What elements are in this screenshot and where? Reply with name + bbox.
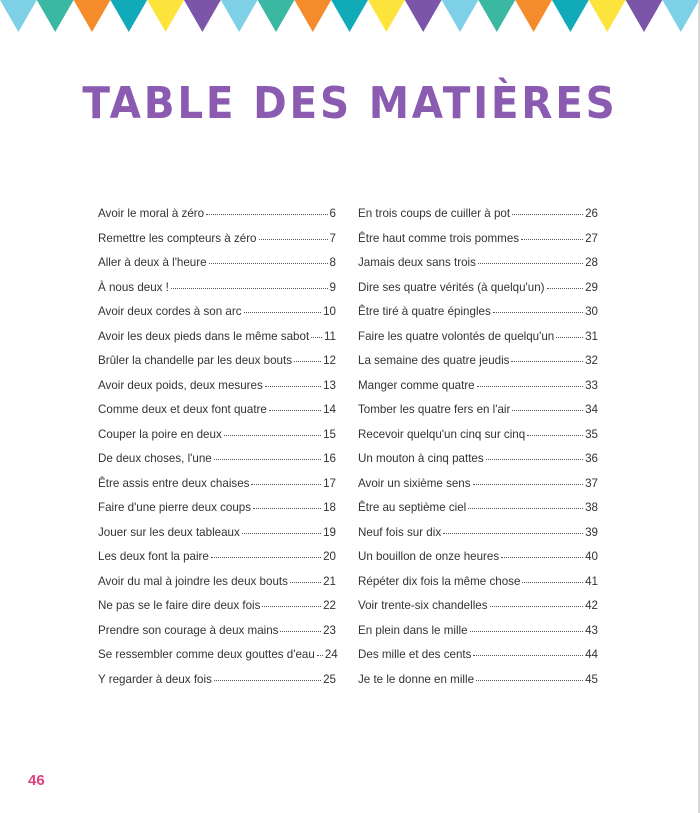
dot-leader	[493, 312, 583, 313]
page-number: 46	[28, 772, 45, 789]
toc-entry-page: 19	[323, 525, 336, 539]
pennant-flag	[184, 0, 221, 32]
dot-leader	[214, 680, 321, 681]
toc-entry-title: Un bouillon de onze heures	[358, 550, 500, 563]
pennant-flag	[589, 0, 626, 32]
toc-entry-title: En plein dans le mille	[358, 623, 468, 637]
toc-entry	[358, 354, 598, 379]
toc-entry-page: 40	[585, 550, 598, 563]
dot-leader	[512, 214, 583, 215]
toc-entry	[98, 354, 336, 379]
dot-leader	[171, 288, 328, 289]
toc-entry-title: Un mouton à cinq pattes	[358, 452, 484, 465]
dot-leader	[311, 337, 322, 338]
dot-leader	[262, 606, 321, 607]
toc-entry-title: Avoir les deux pieds dans le même sabot	[98, 329, 310, 343]
toc-entry-title: Dire ses quatre vérités (à quelqu'un)	[358, 280, 545, 294]
toc-entry-page: 38	[585, 501, 598, 514]
toc-entry-page: 32	[585, 354, 598, 367]
dot-leader	[265, 386, 321, 387]
toc-entry-title: Comme deux et deux font quatre	[98, 403, 267, 416]
toc-entry	[358, 305, 598, 330]
dot-leader	[224, 435, 321, 436]
toc-entry-title: Avoir deux cordes à son arc	[98, 305, 242, 318]
toc-entry	[98, 403, 336, 428]
toc-entry-page: 18	[323, 501, 336, 514]
pennant-flag	[74, 0, 111, 32]
toc-entry	[98, 281, 336, 306]
pennant-flag	[405, 0, 442, 32]
toc-entry-page: 9	[329, 280, 336, 294]
toc-entry	[358, 232, 598, 257]
pennant-flag	[221, 0, 258, 32]
toc-entry	[98, 256, 336, 281]
dot-leader	[211, 557, 321, 558]
toc-entry-title: Faire d'une pierre deux coups	[98, 501, 252, 514]
toc-entry-page: 34	[585, 403, 598, 416]
dot-leader	[486, 459, 583, 460]
pennant-flag	[258, 0, 295, 32]
toc-entry-title: À nous deux !	[98, 280, 169, 294]
toc-entry	[98, 477, 336, 502]
toc-entry	[358, 207, 598, 232]
toc-entry-title: Les deux font la paire	[98, 550, 209, 563]
pennant-flag	[478, 0, 515, 32]
toc-entry-title: Tomber les quatre fers en l'air	[358, 403, 511, 416]
dot-leader	[214, 459, 321, 460]
toc-entry-title: Je te le donne en mille	[358, 672, 475, 686]
pennant-flag	[147, 0, 184, 32]
dot-leader	[290, 582, 321, 583]
toc-entry	[358, 648, 598, 673]
toc-entry-page: 20	[323, 550, 336, 563]
toc-entry-title: Ne pas se le faire dire deux fois	[98, 599, 261, 612]
toc-entry-title: Avoir du mal à joindre les deux bouts	[98, 574, 288, 588]
dot-leader	[547, 288, 584, 289]
dot-leader	[490, 606, 584, 607]
toc-entry-page: 35	[585, 427, 598, 441]
toc-entry-title: Manger comme quatre	[358, 378, 475, 392]
toc-entry-title: Neuf fois sur dix	[358, 525, 442, 539]
toc-entry-page: 26	[585, 207, 598, 220]
toc-entry	[358, 575, 598, 600]
toc-entry	[358, 452, 598, 477]
dot-leader	[522, 582, 583, 583]
pennant-flag	[662, 0, 699, 32]
toc-entry-title: Répéter dix fois la même chose	[358, 574, 521, 588]
dot-leader	[470, 631, 584, 632]
toc-entry	[98, 599, 336, 624]
toc-entry	[98, 526, 336, 551]
toc-entry-title: Être au septième ciel	[358, 501, 467, 514]
dot-leader	[206, 214, 327, 215]
toc-entry-page: 6	[329, 207, 336, 220]
toc-entry-page: 11	[323, 329, 336, 343]
pennant-flag	[442, 0, 479, 32]
toc-entry	[98, 550, 336, 575]
toc-entry-title: Jouer sur les deux tableaux	[98, 525, 240, 539]
dot-leader	[251, 484, 321, 485]
dot-leader	[512, 410, 583, 411]
toc-entry-page: 41	[585, 574, 598, 588]
dot-leader	[443, 533, 583, 534]
toc-entry	[358, 599, 598, 624]
toc-entry-page: 29	[585, 280, 598, 294]
toc-entry-title: Faire les quatre volontés de quelqu'un	[358, 329, 555, 343]
toc-left-column	[98, 207, 336, 697]
toc-entry-page: 33	[585, 378, 598, 392]
dot-leader	[468, 508, 583, 509]
toc-entry	[358, 673, 598, 698]
toc-entry-page: 25	[323, 672, 336, 686]
toc-entry-title: Prendre son courage à deux mains	[98, 623, 279, 637]
toc-entry-page: 44	[585, 648, 598, 661]
toc-entry	[358, 403, 598, 428]
dot-leader	[269, 410, 321, 411]
toc-entry	[98, 330, 336, 355]
toc-entry-page: 43	[585, 623, 598, 637]
toc-entry	[98, 575, 336, 600]
toc-entry-title: Jamais deux sans trois	[358, 256, 476, 269]
toc-entry-page: 12	[323, 354, 336, 367]
dot-leader	[478, 263, 583, 264]
toc-entry-title: Être assis entre deux chaises	[98, 476, 250, 490]
toc-entry-title: Avoir le moral à zéro	[98, 207, 205, 220]
toc-entry	[98, 624, 336, 649]
toc-entry-title: La semaine des quatre jeudis	[358, 354, 510, 367]
dot-leader	[501, 557, 583, 558]
toc-entry	[358, 428, 598, 453]
bunting-decoration	[0, 0, 700, 34]
toc-entry	[358, 550, 598, 575]
toc-entry-page: 23	[323, 623, 336, 637]
toc-entry-page: 22	[323, 599, 336, 612]
toc-entry-title: Des mille et des cents	[358, 648, 472, 661]
toc-entry-page: 16	[323, 452, 336, 465]
toc-entry-page: 8	[329, 256, 336, 269]
toc-entry	[98, 379, 336, 404]
dot-leader	[511, 361, 583, 362]
toc-entry	[358, 477, 598, 502]
toc-entry-page: 14	[323, 403, 336, 416]
toc-entry	[98, 207, 336, 232]
toc-entry-page: 10	[323, 305, 336, 318]
toc-entry-title: Couper la poire en deux	[98, 427, 222, 441]
toc-entry-page: 45	[585, 672, 598, 686]
toc-entry-page: 13	[323, 378, 336, 392]
pennant-flag	[37, 0, 74, 32]
dot-leader	[527, 435, 583, 436]
toc-entry-page: 17	[323, 476, 336, 490]
dot-leader	[209, 263, 328, 264]
toc-entry-page: 28	[585, 256, 598, 269]
dot-leader	[473, 484, 584, 485]
toc-entry-title: Avoir deux poids, deux mesures	[98, 378, 263, 392]
toc-entry-title: Avoir un sixième sens	[358, 476, 471, 490]
toc-right-column	[358, 207, 598, 697]
toc-entry-page: 21	[323, 574, 336, 588]
toc-entry-title: Recevoir quelqu'un cinq sur cinq	[358, 427, 526, 441]
toc-entry-title: Se ressembler comme deux gouttes d'eau	[98, 648, 315, 661]
toc-entry-page: 30	[585, 305, 598, 318]
toc-entry-title: Être tiré à quatre épingles	[358, 305, 491, 318]
toc-entry	[358, 330, 598, 355]
toc-entry	[98, 673, 336, 698]
toc-entry	[358, 501, 598, 526]
dot-leader	[280, 631, 321, 632]
toc-entry-page: 27	[585, 231, 598, 245]
dot-leader	[476, 680, 583, 681]
pennant-flag	[331, 0, 368, 32]
toc-entry	[358, 624, 598, 649]
dot-leader	[473, 655, 583, 656]
pennant-flag	[294, 0, 331, 32]
pennant-flag	[515, 0, 552, 32]
toc-entry	[98, 232, 336, 257]
toc-entry-title: En trois coups de cuiller à pot	[358, 207, 511, 220]
dot-leader	[259, 239, 328, 240]
toc-entry	[98, 452, 336, 477]
dot-leader	[242, 533, 321, 534]
toc-entry-page: 42	[585, 599, 598, 612]
pennant-flag	[110, 0, 147, 32]
pennant-flag	[368, 0, 405, 32]
dot-leader	[521, 239, 583, 240]
toc-entry-page: 31	[585, 329, 598, 343]
dot-leader	[477, 386, 583, 387]
page-title: TABLE DES MATIÈRES	[82, 78, 618, 129]
toc-entry-page: 36	[585, 452, 598, 465]
toc-entry-title: Remettre les compteurs à zéro	[98, 231, 257, 245]
toc-entry	[98, 428, 336, 453]
dot-leader	[253, 508, 321, 509]
toc-entry	[98, 648, 336, 673]
toc-entry-page: 39	[585, 525, 598, 539]
pennant-flag	[0, 0, 37, 32]
toc-entry-page: 7	[329, 231, 336, 245]
toc-entry	[98, 501, 336, 526]
toc-entry-title: Être haut comme trois pommes	[358, 231, 520, 245]
pennant-flag	[552, 0, 589, 32]
toc-entry-title: Voir trente-six chandelles	[358, 599, 488, 612]
toc-entry	[358, 281, 598, 306]
toc-entry-page: 15	[323, 427, 336, 441]
toc-entry-title: Y regarder à deux fois	[98, 672, 212, 686]
dot-leader	[317, 655, 323, 656]
toc-entry-page: 24	[324, 648, 338, 661]
dot-leader	[244, 312, 322, 313]
toc-entry-page: 37	[585, 476, 598, 490]
dot-leader	[556, 337, 583, 338]
toc-entry-title: Aller à deux à l'heure	[98, 256, 207, 269]
pennant-flag	[626, 0, 663, 32]
toc-entry-title: De deux choses, l'une	[98, 452, 212, 465]
toc-entry	[358, 256, 598, 281]
toc-entry	[358, 379, 598, 404]
dot-leader	[294, 361, 321, 362]
toc-entry	[358, 526, 598, 551]
toc-entry	[98, 305, 336, 330]
toc-entry-title: Brûler la chandelle par les deux bouts	[98, 354, 292, 367]
